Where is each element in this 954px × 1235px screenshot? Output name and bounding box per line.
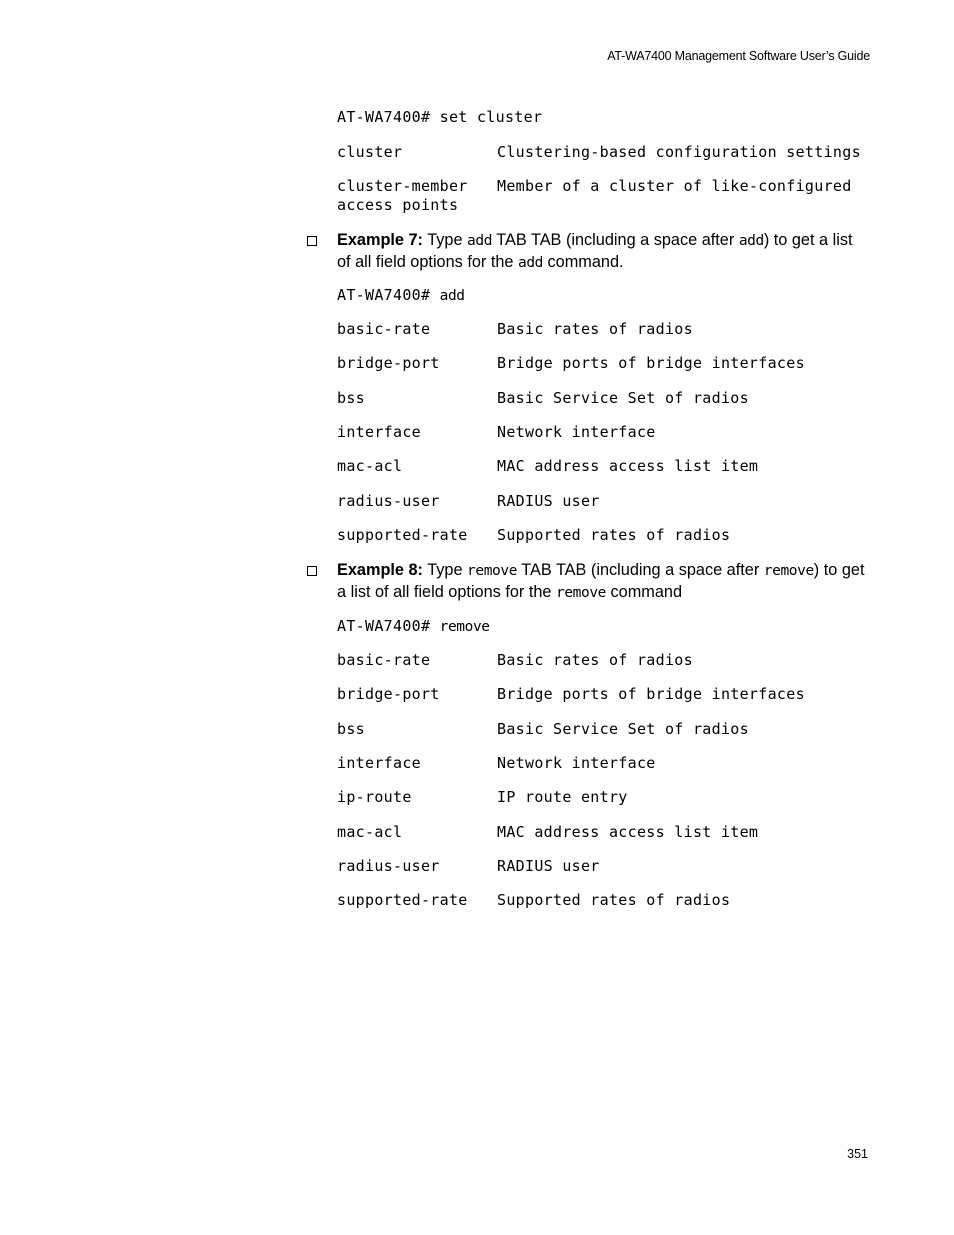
option-row	[337, 422, 656, 442]
option-desc: Basic rates of radios	[497, 320, 693, 338]
option-name: supported-rate	[337, 525, 468, 544]
example-label: Example 8:	[337, 561, 423, 579]
option-row	[337, 388, 749, 408]
option-row	[337, 457, 759, 476]
option-name: supported-rate	[337, 891, 468, 910]
paragraph-text: ) to get a list of all field options for the	[337, 561, 865, 601]
paragraph-text: TAB TAB (including a space after	[492, 231, 739, 249]
command-text: add	[439, 288, 465, 304]
option-desc: Network interface	[497, 753, 656, 772]
option-row	[337, 822, 759, 842]
option-name: radius-user	[337, 491, 440, 510]
option-desc: MAC address access list item	[497, 457, 759, 476]
option-desc: RADIUS user	[497, 491, 600, 510]
option-name: radius-user	[337, 856, 440, 875]
option-desc: Bridge ports of bridge interfaces	[497, 685, 805, 704]
option-desc: Supported rates of radios	[497, 525, 731, 544]
paragraph-text: Type	[422, 561, 468, 579]
option-name: interface	[337, 422, 421, 441]
example-8-paragraph	[337, 560, 867, 603]
option-desc: IP route entry	[497, 788, 628, 807]
option-row	[337, 354, 805, 373]
option-row	[337, 753, 656, 773]
option-row	[337, 891, 731, 910]
inline-code: add	[518, 254, 544, 271]
option-row	[337, 525, 731, 545]
page-number: 351	[847, 1147, 868, 1161]
command-text: remove	[439, 619, 490, 635]
option-row	[337, 719, 749, 739]
example-label: Example 7:	[337, 231, 423, 249]
option-name: bss	[337, 719, 365, 738]
running-header: AT-WA7400 Management Software User’s Guide	[607, 49, 870, 63]
prompt-text: AT-WA7400#	[337, 617, 440, 635]
checkbox-bullet-icon	[307, 236, 317, 246]
paragraph-text: command	[606, 582, 683, 601]
option-desc: Clustering-based configuration settings	[497, 143, 861, 161]
inline-code: remove	[556, 584, 606, 601]
option-row	[337, 491, 600, 511]
option-desc: Network interface	[497, 422, 656, 441]
paragraph-text: command.	[543, 252, 624, 271]
command-text: set cluster	[439, 108, 543, 126]
option-desc: Basic rates of radios	[497, 651, 693, 669]
option-name: cluster-member	[337, 177, 468, 195]
option-name: interface	[337, 753, 421, 772]
option-name: basic-rate	[337, 320, 431, 338]
option-row	[337, 320, 693, 339]
option-desc: Bridge ports of bridge interfaces	[497, 354, 805, 373]
prompt-text: AT-WA7400#	[337, 108, 440, 126]
paragraph-text: Type	[422, 231, 468, 249]
example-7-paragraph	[337, 230, 867, 273]
option-desc: Member of a cluster of like-configured	[497, 177, 852, 195]
option-name: bss	[337, 388, 365, 407]
paragraph-text: ) to get a list of all field options for the	[337, 231, 853, 271]
cli-prompt-remove	[337, 617, 490, 637]
inline-code: remove	[763, 563, 814, 579]
option-desc: RADIUS user	[497, 856, 600, 875]
inline-code: add	[738, 233, 764, 249]
option-desc: Supported rates of radios	[497, 891, 731, 910]
cli-prompt-set-cluster	[337, 108, 542, 127]
inline-code: remove	[467, 563, 518, 579]
option-row	[337, 685, 805, 704]
option-row	[337, 788, 628, 807]
option-desc: Basic Service Set of radios	[497, 388, 749, 407]
option-name: cluster	[337, 143, 403, 161]
cli-prompt-add	[337, 286, 465, 306]
option-name: bridge-port	[337, 354, 440, 373]
option-row	[337, 651, 693, 670]
option-name: bridge-port	[337, 685, 440, 704]
inline-code: add	[467, 233, 493, 249]
option-row	[337, 143, 861, 162]
option-desc: Basic Service Set of radios	[497, 719, 749, 738]
option-desc: MAC address access list item	[497, 822, 759, 841]
option-name: ip-route	[337, 788, 412, 807]
option-name: basic-rate	[337, 651, 431, 669]
checkbox-bullet-icon	[307, 566, 317, 576]
option-row	[337, 856, 600, 876]
paragraph-text: TAB TAB (including a space after	[517, 561, 764, 579]
option-name: mac-acl	[337, 822, 403, 841]
prompt-text: AT-WA7400#	[337, 286, 440, 304]
option-desc-continuation: access points	[337, 196, 459, 214]
option-name: mac-acl	[337, 457, 403, 476]
option-row	[337, 177, 852, 196]
